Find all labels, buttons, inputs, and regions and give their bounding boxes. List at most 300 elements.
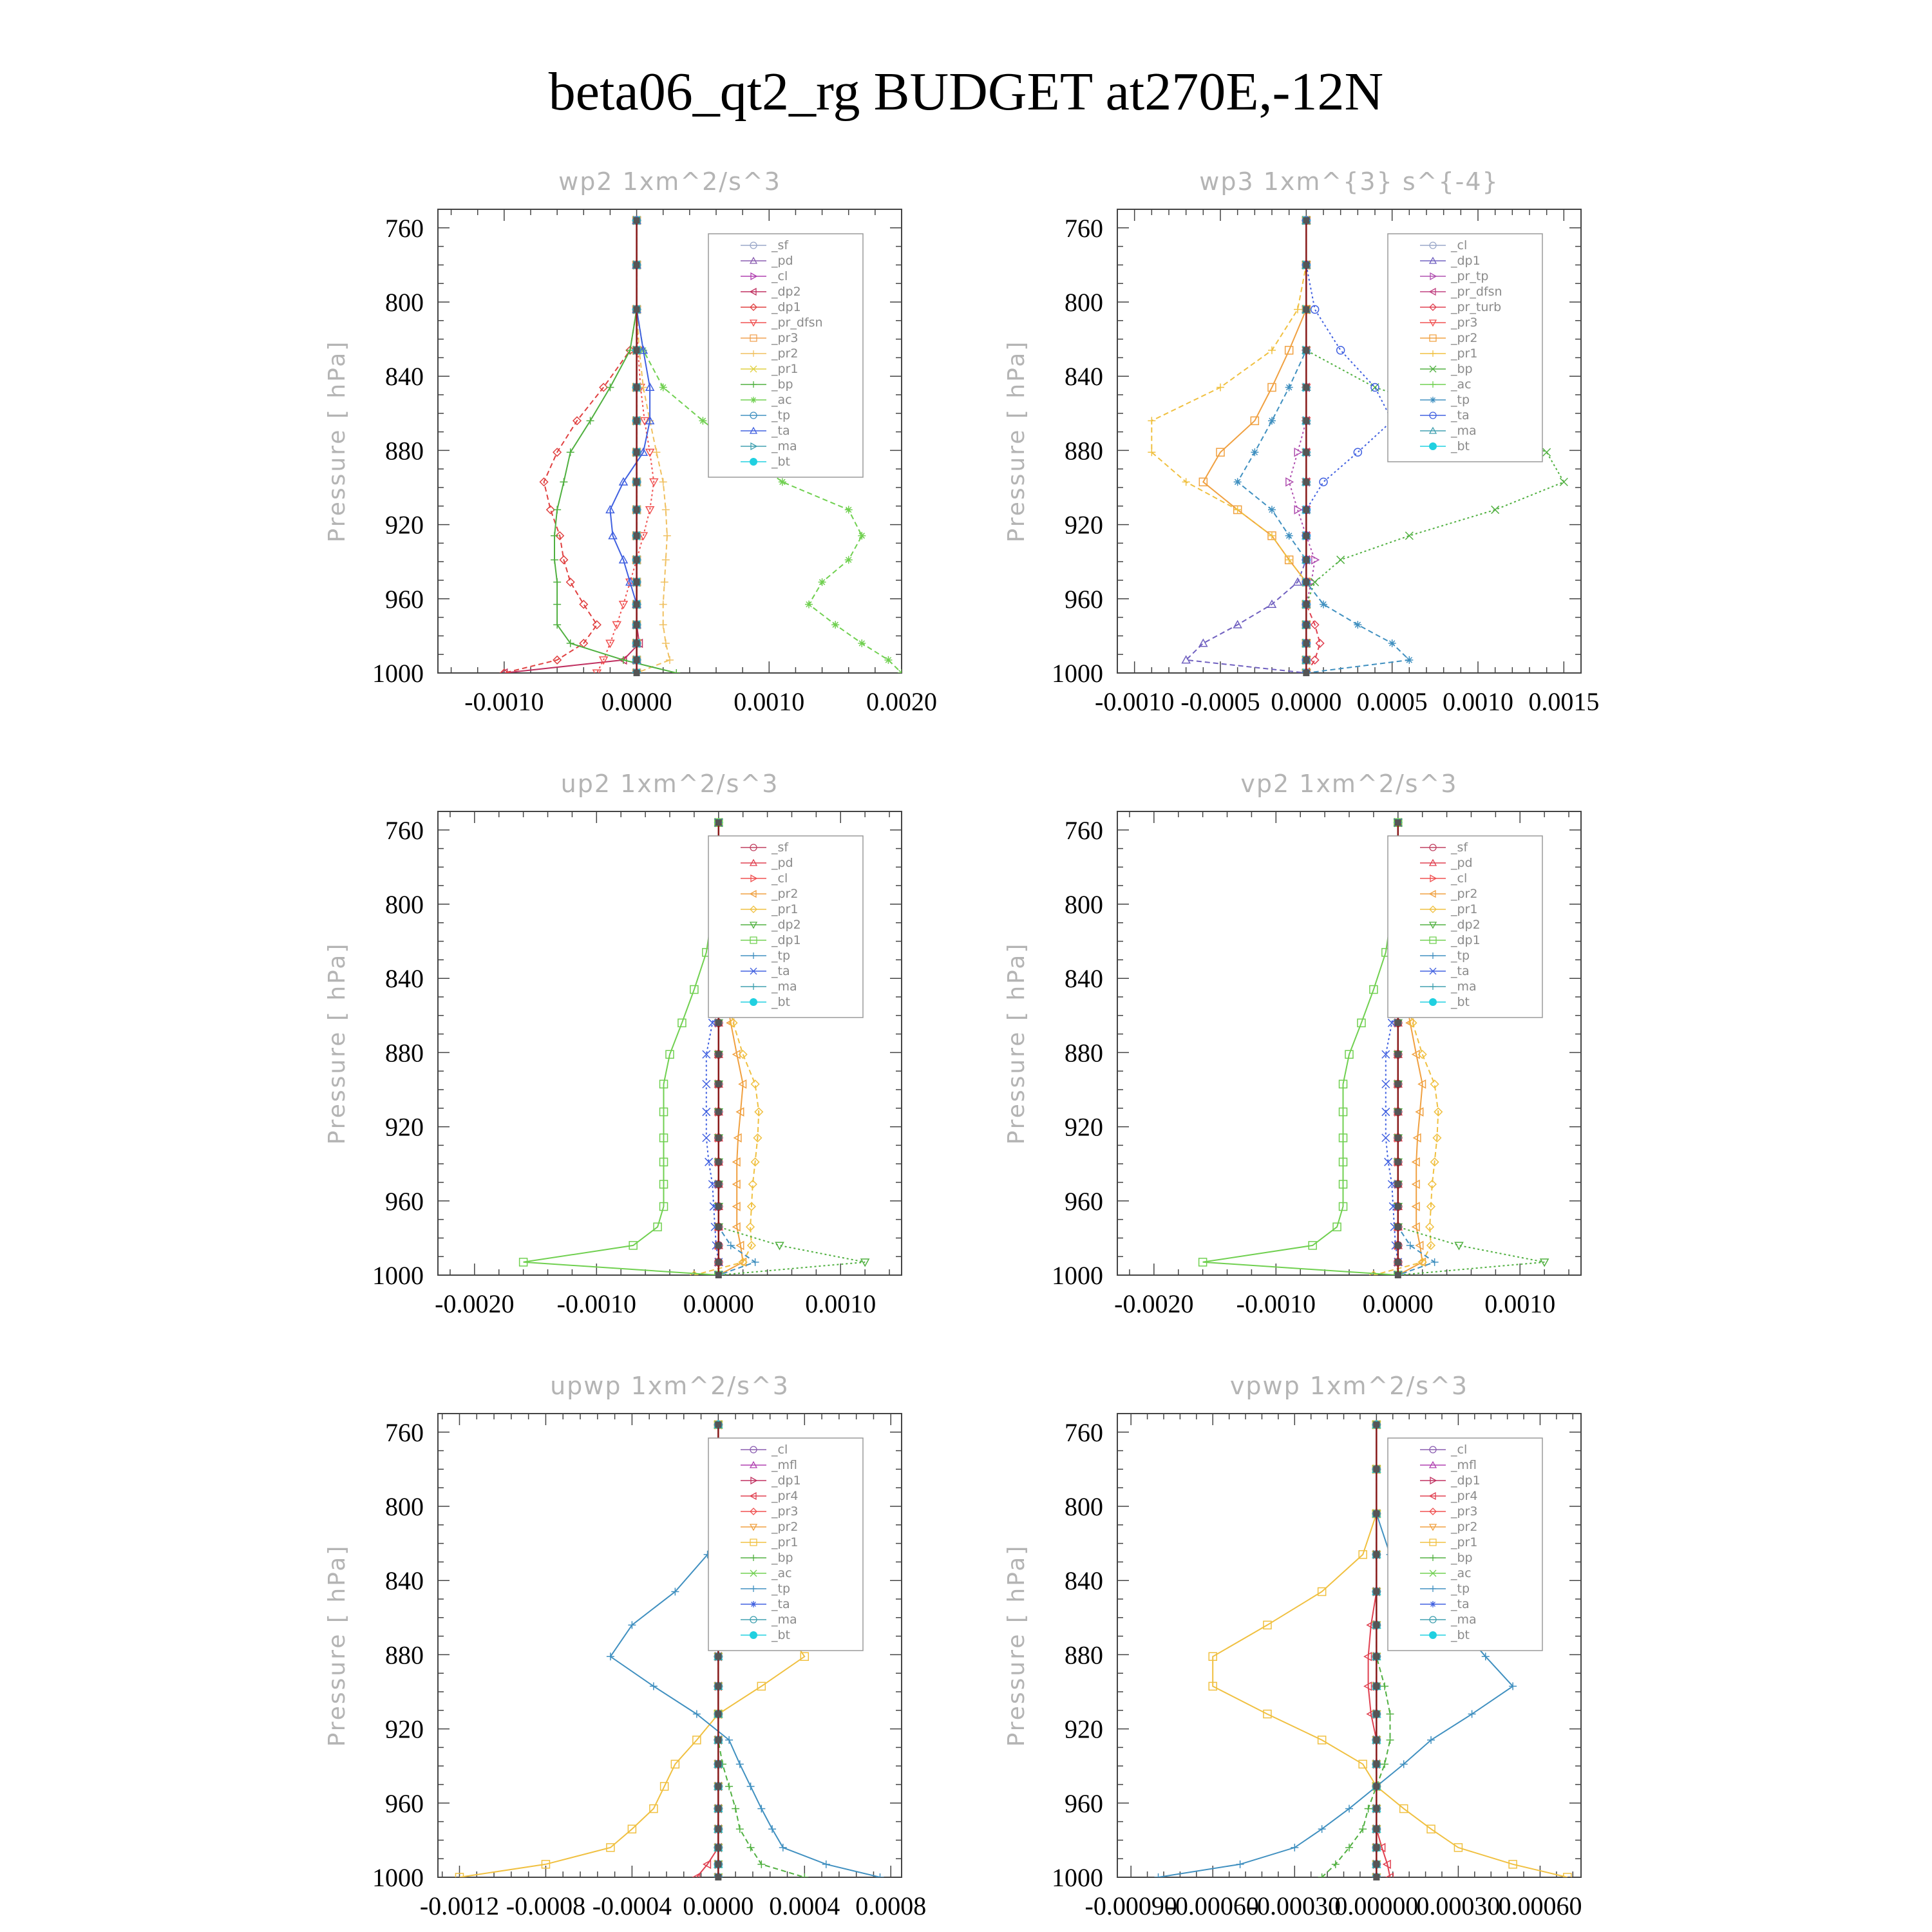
legend-label: _ma — [1451, 1613, 1477, 1627]
legend-marker — [1430, 1601, 1436, 1607]
bt-marker — [634, 217, 640, 223]
series-line-dp2 — [504, 220, 639, 673]
series-point — [1381, 1682, 1388, 1690]
bt-marker — [634, 556, 640, 563]
chart-panel-1 — [324, 167, 937, 716]
legend-marker — [1429, 998, 1437, 1006]
legend-label: _ta — [1451, 1597, 1470, 1611]
series-point — [560, 478, 567, 486]
y-tick-label: 800 — [385, 1492, 424, 1521]
panel-title: wp3 1xm^{3} s^{-4} — [1199, 167, 1499, 196]
legend-label: _dp2 — [772, 918, 801, 932]
legend-label: _ma — [772, 439, 797, 453]
series-point — [1268, 346, 1276, 354]
bt-marker — [1303, 307, 1309, 313]
bt-marker — [1373, 1761, 1379, 1767]
series-point — [1155, 1873, 1162, 1881]
legend-label: _ta — [772, 964, 790, 978]
bt-marker — [1395, 1181, 1401, 1188]
y-tick-label: 1000 — [372, 1261, 424, 1290]
series-point — [1182, 478, 1190, 486]
bt-marker — [715, 1805, 721, 1812]
legend-label: _pr4 — [772, 1489, 799, 1503]
y-tick-label: 760 — [1065, 213, 1103, 243]
bt-marker — [1373, 1874, 1379, 1880]
x-tick-label: 0.0000 — [1362, 1289, 1434, 1318]
y-tick-label: 920 — [1065, 510, 1103, 540]
legend-label: _cl — [772, 1443, 788, 1457]
legend-label: _ta — [1451, 964, 1470, 978]
series-line-pr2 — [1203, 220, 1306, 673]
series-point — [1217, 383, 1224, 391]
bt-marker — [1395, 1135, 1401, 1141]
legend-label: _pr3 — [772, 331, 799, 345]
series-point — [1405, 532, 1413, 540]
bt-marker — [715, 819, 722, 826]
series-point — [898, 669, 905, 677]
series-point — [1406, 1242, 1414, 1249]
bt-marker — [715, 1783, 721, 1790]
series-point — [1316, 639, 1324, 647]
series-point — [884, 656, 892, 664]
bt-marker — [1395, 1109, 1401, 1115]
x-tick-label: -0.0008 — [506, 1891, 586, 1920]
series-point — [752, 1258, 759, 1266]
series-point — [727, 1242, 735, 1249]
series-point — [1431, 1258, 1439, 1266]
y-tick-label: 800 — [1065, 1492, 1103, 1521]
bt-marker — [1395, 1259, 1401, 1265]
series-point — [845, 506, 853, 514]
legend-label: _bt — [1451, 995, 1470, 1009]
x-tick-label: 0.0010 — [1484, 1289, 1556, 1318]
x-tick-label: -0.0010 — [1095, 687, 1175, 716]
legend-label: _tp — [772, 1582, 791, 1596]
y-tick-label: 760 — [385, 1417, 424, 1447]
series-point — [1236, 1861, 1244, 1868]
legend-label: _ac — [772, 1566, 792, 1580]
legend — [708, 234, 863, 477]
series-point — [1468, 1710, 1476, 1718]
bt-marker — [1373, 1653, 1379, 1660]
series-point — [1312, 556, 1319, 564]
series-point — [580, 600, 587, 608]
series-point — [779, 478, 786, 486]
series-point — [1320, 600, 1327, 608]
series-point — [1354, 621, 1361, 629]
legend-label: _bt — [772, 455, 791, 469]
bt-marker — [715, 1653, 721, 1660]
y-tick-label: 880 — [385, 1640, 424, 1670]
bt-marker — [715, 1081, 722, 1087]
series-point — [822, 1861, 830, 1868]
series-point — [650, 1682, 658, 1690]
y-axis-label: Pressure [ hPa] — [324, 942, 350, 1145]
legend-label: _bt — [1451, 439, 1470, 453]
series-point — [1148, 417, 1155, 424]
bt-marker — [1373, 1826, 1379, 1832]
bt-marker — [1373, 1622, 1379, 1628]
legend-label: _pd — [1451, 856, 1473, 870]
bt-marker — [1395, 819, 1401, 826]
series-point — [1387, 1710, 1394, 1718]
y-tick-label: 800 — [1065, 890, 1103, 919]
series-point — [1311, 578, 1319, 586]
legend-label: _bt — [772, 1628, 791, 1642]
legend-label: _ac — [1451, 377, 1472, 392]
x-tick-label: -0.00090 — [1084, 1891, 1177, 1920]
series-point — [1455, 1242, 1463, 1249]
legend-marker — [750, 1631, 757, 1639]
bt-marker — [634, 640, 640, 647]
y-tick-label: 840 — [385, 964, 424, 994]
y-tick-label: 1000 — [1052, 1261, 1103, 1290]
legend-label: _pr2 — [1451, 331, 1478, 345]
legend-label: _dp2 — [1451, 918, 1481, 932]
series-line-pr2 — [637, 220, 670, 673]
y-tick-label: 800 — [385, 288, 424, 317]
y-tick-label: 760 — [1065, 815, 1103, 845]
legend-label: _pr_turb — [1451, 300, 1502, 314]
series-point — [663, 532, 671, 540]
series-point — [1268, 506, 1276, 514]
legend-label: _pr3 — [772, 1504, 799, 1519]
series-line-ta — [1306, 220, 1392, 673]
series-point — [757, 1861, 765, 1868]
series-point — [805, 600, 813, 608]
bt-marker — [1303, 449, 1309, 455]
bt-marker — [1373, 1805, 1379, 1812]
y-tick-label: 920 — [385, 1112, 424, 1142]
legend-label: _tp — [1451, 393, 1470, 407]
series-point — [659, 621, 667, 629]
legend-label: _dp1 — [1451, 254, 1481, 268]
bt-marker — [1303, 640, 1309, 647]
legend-label: _mfl — [1451, 1458, 1477, 1472]
chart-panel-2 — [1003, 167, 1599, 716]
series-point — [757, 1804, 765, 1812]
bt-marker — [715, 1737, 721, 1743]
bt-marker — [634, 507, 640, 513]
series-point — [606, 383, 614, 391]
series-point — [1337, 556, 1345, 564]
chart-panel-4 — [1003, 770, 1581, 1318]
legend-label: _pd — [772, 856, 793, 870]
panel-title: vpwp 1xm^2/s^3 — [1229, 1372, 1469, 1400]
legend-label: _dp1 — [1451, 1473, 1481, 1488]
legend-marker — [1429, 1631, 1437, 1639]
series-point — [659, 600, 667, 608]
y-tick-label: 920 — [385, 1714, 424, 1744]
series-line-bp — [554, 220, 676, 673]
bt-marker — [1303, 556, 1309, 563]
series-point — [845, 556, 853, 564]
y-tick-label: 960 — [1065, 1186, 1103, 1216]
series-line-pr1 — [1151, 220, 1306, 673]
bt-marker — [1395, 1203, 1401, 1209]
y-tick-label: 840 — [385, 362, 424, 392]
y-tick-label: 920 — [385, 510, 424, 540]
legend-label: _pr2 — [1451, 887, 1478, 901]
x-tick-label: 0.0020 — [866, 687, 937, 716]
legend-label: _sf — [1451, 840, 1468, 855]
bt-marker — [634, 621, 640, 628]
x-tick-label: 0.00060 — [1498, 1891, 1582, 1920]
legend — [1388, 836, 1542, 1018]
series-line-ta — [610, 220, 650, 673]
legend-label: _ma — [1451, 424, 1477, 438]
bt-marker — [1303, 533, 1309, 539]
legend-label: _ta — [772, 1597, 790, 1611]
x-tick-label: -0.0020 — [435, 1289, 515, 1318]
bt-marker — [1373, 1683, 1379, 1689]
bt-marker — [715, 1844, 721, 1851]
legend-label: _dp1 — [1451, 933, 1481, 947]
bt-marker — [634, 307, 640, 313]
series-point — [1560, 478, 1567, 486]
bt-marker — [715, 1259, 722, 1265]
series-point — [819, 578, 826, 586]
legend-label: _bt — [772, 995, 791, 1009]
series-point — [747, 1783, 755, 1790]
legend-label: _pr1 — [772, 362, 799, 376]
x-tick-label: -0.0004 — [592, 1891, 672, 1920]
bt-marker — [1303, 670, 1309, 676]
series-point — [1285, 383, 1293, 391]
legend — [1388, 234, 1542, 462]
panel-title: vp2 1xm^2/s^3 — [1240, 770, 1458, 798]
legend-label: _cl — [772, 269, 788, 283]
x-tick-label: 0.0015 — [1528, 687, 1600, 716]
series-point — [606, 640, 614, 647]
series-point — [747, 1844, 755, 1852]
series-point — [732, 1804, 739, 1812]
series-point — [858, 639, 866, 647]
series-point — [659, 383, 667, 391]
legend-label: _pr2 — [772, 346, 799, 361]
series-point — [666, 656, 674, 664]
y-tick-label: 760 — [1065, 1417, 1103, 1447]
bt-marker — [715, 1242, 722, 1249]
series-point — [800, 1873, 808, 1881]
series-point — [725, 1783, 733, 1790]
y-tick-label: 760 — [385, 815, 424, 845]
x-tick-label: -0.0012 — [419, 1891, 500, 1920]
legend-marker — [750, 998, 757, 1006]
bt-marker — [715, 1109, 722, 1115]
chart-panel-5 — [324, 1372, 926, 1920]
bt-marker — [715, 1181, 722, 1188]
bt-marker — [1303, 347, 1309, 354]
bt-marker — [1303, 478, 1309, 485]
x-tick-label: 0.0010 — [805, 1289, 876, 1318]
series-point — [736, 1760, 744, 1768]
legend — [708, 1438, 863, 1651]
bt-marker — [1395, 1081, 1401, 1087]
series-point — [1311, 656, 1319, 664]
legend-label: _pr1 — [772, 1535, 799, 1549]
legend-marker — [750, 1601, 757, 1607]
legend-label: _pr_tp — [1451, 269, 1489, 283]
y-tick-label: 960 — [1065, 1788, 1103, 1818]
x-tick-label: 0.0008 — [855, 1891, 927, 1920]
y-tick-label: 960 — [385, 584, 424, 614]
x-tick-label: 0.0000 — [683, 1891, 754, 1920]
legend-label: _sf — [772, 840, 789, 855]
bt-marker — [1373, 1711, 1379, 1718]
bt-marker — [634, 533, 640, 539]
y-tick-label: 800 — [385, 890, 424, 919]
bt-marker — [634, 657, 640, 663]
panel-title: up2 1xm^2/s^3 — [560, 770, 779, 798]
series-point — [779, 1844, 787, 1852]
bt-marker — [1303, 217, 1309, 223]
y-tick-label: 1000 — [372, 1863, 424, 1892]
legend-label: _dp1 — [772, 933, 801, 947]
y-tick-label: 840 — [1065, 964, 1103, 994]
legend-marker — [1430, 397, 1436, 403]
chart-panel-6 — [1003, 1372, 1582, 1920]
series-point — [768, 1825, 776, 1833]
bt-marker — [1395, 1272, 1401, 1278]
legend-label: _cl — [1451, 871, 1468, 886]
figure-title: beta06_qt2_rg BUDGET at270E,-12N — [548, 62, 1384, 122]
bt-marker — [1303, 507, 1309, 513]
bt-marker — [715, 1683, 721, 1689]
series-line-dp1 — [1186, 220, 1307, 673]
y-tick-label: 880 — [1065, 1640, 1103, 1670]
y-tick-label: 960 — [385, 1186, 424, 1216]
series-point — [567, 578, 574, 586]
series-point — [1320, 478, 1327, 486]
x-tick-label: 0.00030 — [1416, 1891, 1501, 1920]
x-tick-label: 0.0010 — [734, 687, 805, 716]
x-tick-label: 0.0004 — [769, 1891, 840, 1920]
y-tick-label: 960 — [1065, 584, 1103, 614]
x-tick-label: 0.0000 — [601, 687, 672, 716]
legend-label: _ta — [1451, 408, 1470, 422]
series-point — [1332, 1861, 1340, 1868]
series-point — [876, 1873, 884, 1881]
legend-marker — [750, 458, 757, 466]
legend-label: _ta — [772, 424, 790, 438]
series-point — [1388, 639, 1396, 647]
bt-marker — [1373, 1511, 1379, 1517]
legend — [1388, 1438, 1542, 1651]
y-tick-label: 1000 — [1052, 1863, 1103, 1892]
series-point — [1294, 306, 1302, 314]
bt-marker — [634, 417, 640, 424]
y-tick-label: 960 — [385, 1788, 424, 1818]
legend-label: _pr1 — [772, 902, 799, 916]
legend-label: _pr1 — [1451, 1535, 1478, 1549]
legend-label: _cl — [772, 871, 788, 886]
legend-label: _pr2 — [772, 887, 799, 901]
bt-marker — [715, 1826, 721, 1832]
series-point — [1251, 448, 1258, 456]
y-tick-label: 840 — [1065, 1566, 1103, 1596]
legend-label: _bp — [772, 1551, 793, 1565]
legend-label: _ma — [772, 1613, 797, 1627]
series-line-dp1 — [524, 822, 719, 1275]
legend-label: _tp — [1451, 1582, 1470, 1596]
y-tick-label: 1000 — [1052, 659, 1103, 688]
x-tick-label: 0.0000 — [1271, 687, 1342, 716]
series-point — [703, 1080, 710, 1088]
y-tick-label: 760 — [385, 213, 424, 243]
y-axis-label: Pressure [ hPa] — [1003, 942, 1030, 1145]
series-point — [699, 417, 706, 424]
series-point — [551, 556, 558, 564]
y-axis-label: Pressure [ hPa] — [1003, 1544, 1030, 1747]
legend-label: _pr_dfsn — [1451, 285, 1502, 299]
bt-marker — [1373, 1783, 1379, 1790]
series-line-dp1 — [1203, 822, 1398, 1275]
y-axis-label: Pressure [ hPa] — [324, 339, 350, 543]
y-tick-label: 880 — [385, 436, 424, 466]
bt-marker — [715, 1203, 722, 1209]
series-point — [659, 478, 667, 486]
legend-label: _dp1 — [772, 1473, 801, 1488]
bt-marker — [634, 449, 640, 455]
legend-label: _tp — [772, 408, 791, 422]
bt-marker — [634, 579, 640, 585]
legend-label: _bp — [1451, 362, 1473, 376]
series-point — [672, 669, 680, 677]
legend-label: _ac — [1451, 1566, 1472, 1580]
series-point — [551, 532, 558, 540]
legend-label: _ma — [1451, 980, 1477, 994]
series-point — [1382, 1134, 1390, 1142]
series-point — [1268, 417, 1276, 424]
bt-marker — [1303, 579, 1309, 585]
x-tick-label: -0.0005 — [1180, 687, 1260, 716]
x-tick-label: -0.0010 — [556, 1289, 636, 1318]
y-tick-label: 920 — [1065, 1112, 1103, 1142]
legend-label: _dp1 — [772, 300, 801, 314]
series-point — [553, 578, 561, 586]
bt-marker — [1303, 621, 1309, 628]
series-point — [607, 1653, 614, 1660]
x-tick-label: 0.0000 — [683, 1289, 754, 1318]
y-tick-label: 880 — [1065, 436, 1103, 466]
series-point — [662, 556, 670, 564]
bt-marker — [715, 1761, 721, 1767]
series-point — [662, 506, 670, 514]
series-point — [1387, 1736, 1394, 1744]
bt-marker — [1395, 1224, 1401, 1230]
bt-marker — [634, 384, 640, 390]
bt-marker — [715, 1224, 722, 1230]
series-point — [1382, 1080, 1390, 1088]
bt-marker — [1373, 1588, 1379, 1595]
bt-marker — [1303, 657, 1309, 663]
chart-panels — [324, 167, 1599, 1920]
legend-label: _tp — [1451, 949, 1470, 963]
series-point — [831, 621, 839, 629]
series-point — [1291, 1844, 1298, 1852]
bt-marker — [715, 1135, 722, 1141]
bt-marker — [715, 1874, 721, 1880]
bt-marker — [1395, 1159, 1401, 1165]
x-tick-label: -0.0020 — [1114, 1289, 1194, 1318]
legend-label: _pr2 — [772, 1520, 799, 1534]
series-point — [1405, 656, 1413, 664]
series-point — [662, 639, 670, 647]
y-tick-label: 1000 — [372, 659, 424, 688]
x-tick-label: 0.0010 — [1443, 687, 1513, 716]
y-tick-label: 800 — [1065, 288, 1103, 317]
